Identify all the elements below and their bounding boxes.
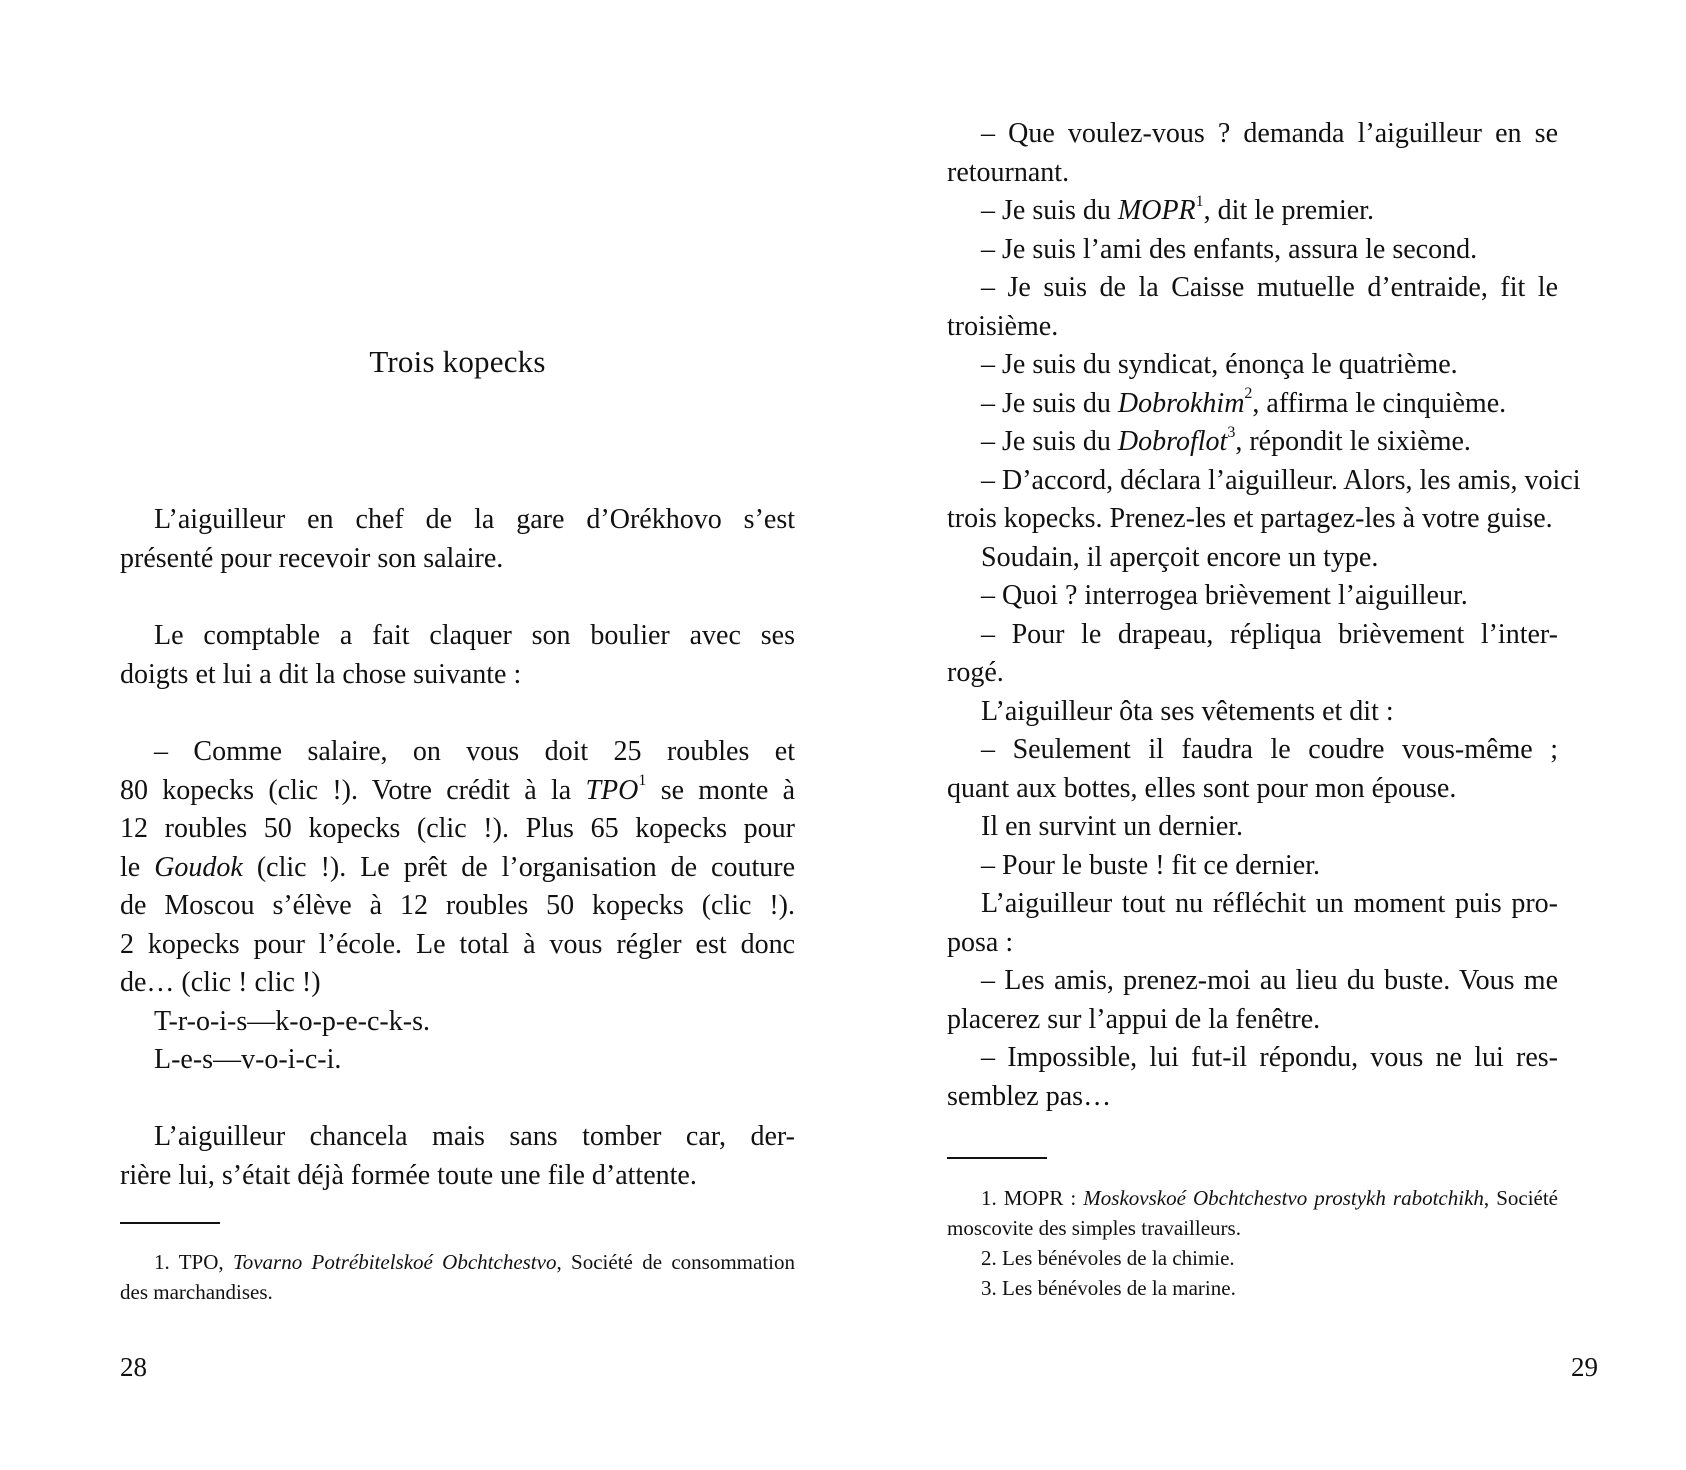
footnotes — [947, 1183, 1558, 1303]
footnote-divider — [120, 1222, 220, 1224]
paragraph-3 — [120, 733, 795, 1080]
text-fragment: le — [120, 851, 141, 883]
text-line: – Seulement il faudra le coudre vous-même ; — [981, 734, 1558, 765]
text-line: Le comptable a fait claquer son boulier avec ses — [154, 620, 795, 651]
footnote-prefix: 1. MOPR : — [981, 1186, 1084, 1210]
text-line — [120, 772, 795, 811]
text-line: posa : — [947, 926, 1014, 958]
paragraph-4 — [120, 1118, 795, 1195]
text-fragment: – Je suis du — [981, 387, 1111, 419]
footnote-italic: Tovarno Potrébitelskoé Obchtchestvo — [232, 1250, 557, 1274]
text-line: Soudain, il aperçoit encore un type. — [981, 541, 1379, 573]
footnote-ref: 3 — [1227, 423, 1236, 441]
text-line: placerez sur l’appui de la fenêtre. — [947, 1003, 1321, 1035]
text-line: T-r-o-i-s—k-o-p-e-c-k-s. — [154, 1005, 430, 1037]
text-fragment: , répondit le sixième. — [1235, 426, 1471, 457]
text-line: présenté pour recevoir son salaire. — [120, 542, 504, 574]
text-line — [120, 849, 795, 888]
text-line: 12 roubles 50 kopecks (clic !). Plus 65 kopecks pour — [120, 813, 795, 844]
text-fragment: – Je suis du — [981, 426, 1111, 457]
text-line: – Pour le drapeau, répliqua brièvement l’inter- — [981, 618, 1558, 650]
text-line: Il en survint un dernier. — [981, 811, 1244, 842]
text-line: – Je suis de la Caisse mutuelle d’entraide, fit le — [981, 272, 1558, 303]
text-line: L’aiguilleur en chef de la gare d’Orékhovo s’est — [154, 504, 795, 535]
text-line: L’aiguilleur ôta ses vêtements et dit : — [981, 695, 1394, 727]
text-fragment: , affirma le cinquième. — [1252, 387, 1507, 419]
text-fragment: 80 kopecks (clic !). Votre crédit à la — [120, 774, 572, 806]
chapter-title: Trois kopecks — [369, 344, 546, 379]
footnote-divider — [947, 1157, 1047, 1159]
text-line: L’aiguilleur tout nu réfléchit un moment puis pro- — [981, 888, 1558, 919]
text-line: – Comme salaire, on vous doit 25 roubles et — [154, 736, 795, 767]
italic-term: Goudok — [154, 851, 243, 883]
text-fragment: – Je suis du — [981, 195, 1111, 226]
footnote-ref: 1 — [1195, 192, 1204, 210]
text-line: – D’accord, déclara l’aiguilleur. Alors, les amis, voici — [981, 464, 1581, 496]
footnote-3: 3. Les bénévoles de la marine. — [981, 1276, 1236, 1300]
text-line: semblez pas… — [947, 1080, 1112, 1112]
footnote-ref: 2 — [1244, 385, 1253, 403]
text-line: de… (clic ! clic !) — [120, 967, 321, 998]
page-number: 29 — [1571, 1352, 1598, 1382]
text-line: L-e-s—v-o-i-c-i. — [154, 1044, 342, 1075]
text-line: – Impossible, lui fut-il répondu, vous ne lui res- — [981, 1042, 1558, 1073]
text-line: – Je suis du syndicat, énonça le quatrième. — [981, 349, 1458, 380]
footnote-1 — [947, 1183, 1558, 1243]
footnote-2: 2. Les bénévoles de la chimie. — [981, 1246, 1235, 1270]
text-fragment: , dit le premier. — [1203, 195, 1374, 226]
paragraph-1 — [120, 501, 795, 578]
text-line: quant aux bottes, elles sont pour mon épouse. — [947, 772, 1457, 804]
text-line: rière lui, s’était déjà formée toute une file d’attente. — [120, 1159, 697, 1191]
right-page — [843, 0, 1686, 1470]
text-line — [947, 385, 1558, 424]
footnote-prefix: 1. TPO, — [154, 1250, 233, 1274]
text-line: – Je suis l’ami des enfants, assura le second. — [981, 233, 1478, 265]
paragraph-2 — [120, 617, 795, 694]
text-line: – Quoi ? interrogea brièvement l’aiguilleur. — [981, 580, 1468, 611]
text-line: L’aiguilleur chancela mais sans tomber car, der- — [154, 1121, 795, 1152]
dialogue-block — [947, 115, 1581, 1116]
text-line — [947, 423, 1558, 462]
text-line: retournant. — [947, 156, 1070, 188]
text-line: trois kopecks. Prenez-les et partagez-les à votre guise. — [947, 503, 1553, 534]
text-line: troisième. — [947, 310, 1059, 342]
footnote-suffix: , Société de consommation des marchandises. — [120, 1250, 795, 1304]
text-line — [947, 192, 1558, 231]
text-line: 2 kopecks pour l’école. Le total à vous régler est donc — [120, 928, 795, 960]
text-line: doigts et lui a dit la chose suivante : — [120, 658, 522, 690]
footnote — [120, 1247, 795, 1307]
italic-term: Dobroflot — [1117, 426, 1228, 457]
text-line: rogé. — [947, 657, 1004, 688]
text-line: de Moscou s’élève à 12 roubles 50 kopecks (clic !). — [120, 890, 795, 921]
italic-term: MOPR — [1117, 195, 1196, 226]
italic-term: Dobrokhim — [1117, 387, 1245, 419]
page-number: 28 — [120, 1352, 147, 1382]
italic-term: TPO — [585, 774, 639, 806]
text-line: – Que voulez-vous ? demanda l’aiguilleur en se — [981, 118, 1558, 149]
text-line: – Les amis, prenez-moi au lieu du buste. Vous me — [981, 965, 1558, 996]
footnote-suffix: , Société moscovite des simples travailleurs. — [947, 1186, 1559, 1240]
text-line: – Pour le buste ! fit ce dernier. — [981, 849, 1321, 881]
footnote-ref: 1 — [638, 772, 647, 790]
text-fragment: (clic !). Le prêt de l’organisation de couture — [256, 851, 795, 883]
text-fragment: se monte à — [660, 774, 796, 806]
footnote-italic: Moskovskoé Obchtchestvo prostykh rabotchikh — [1083, 1186, 1484, 1210]
